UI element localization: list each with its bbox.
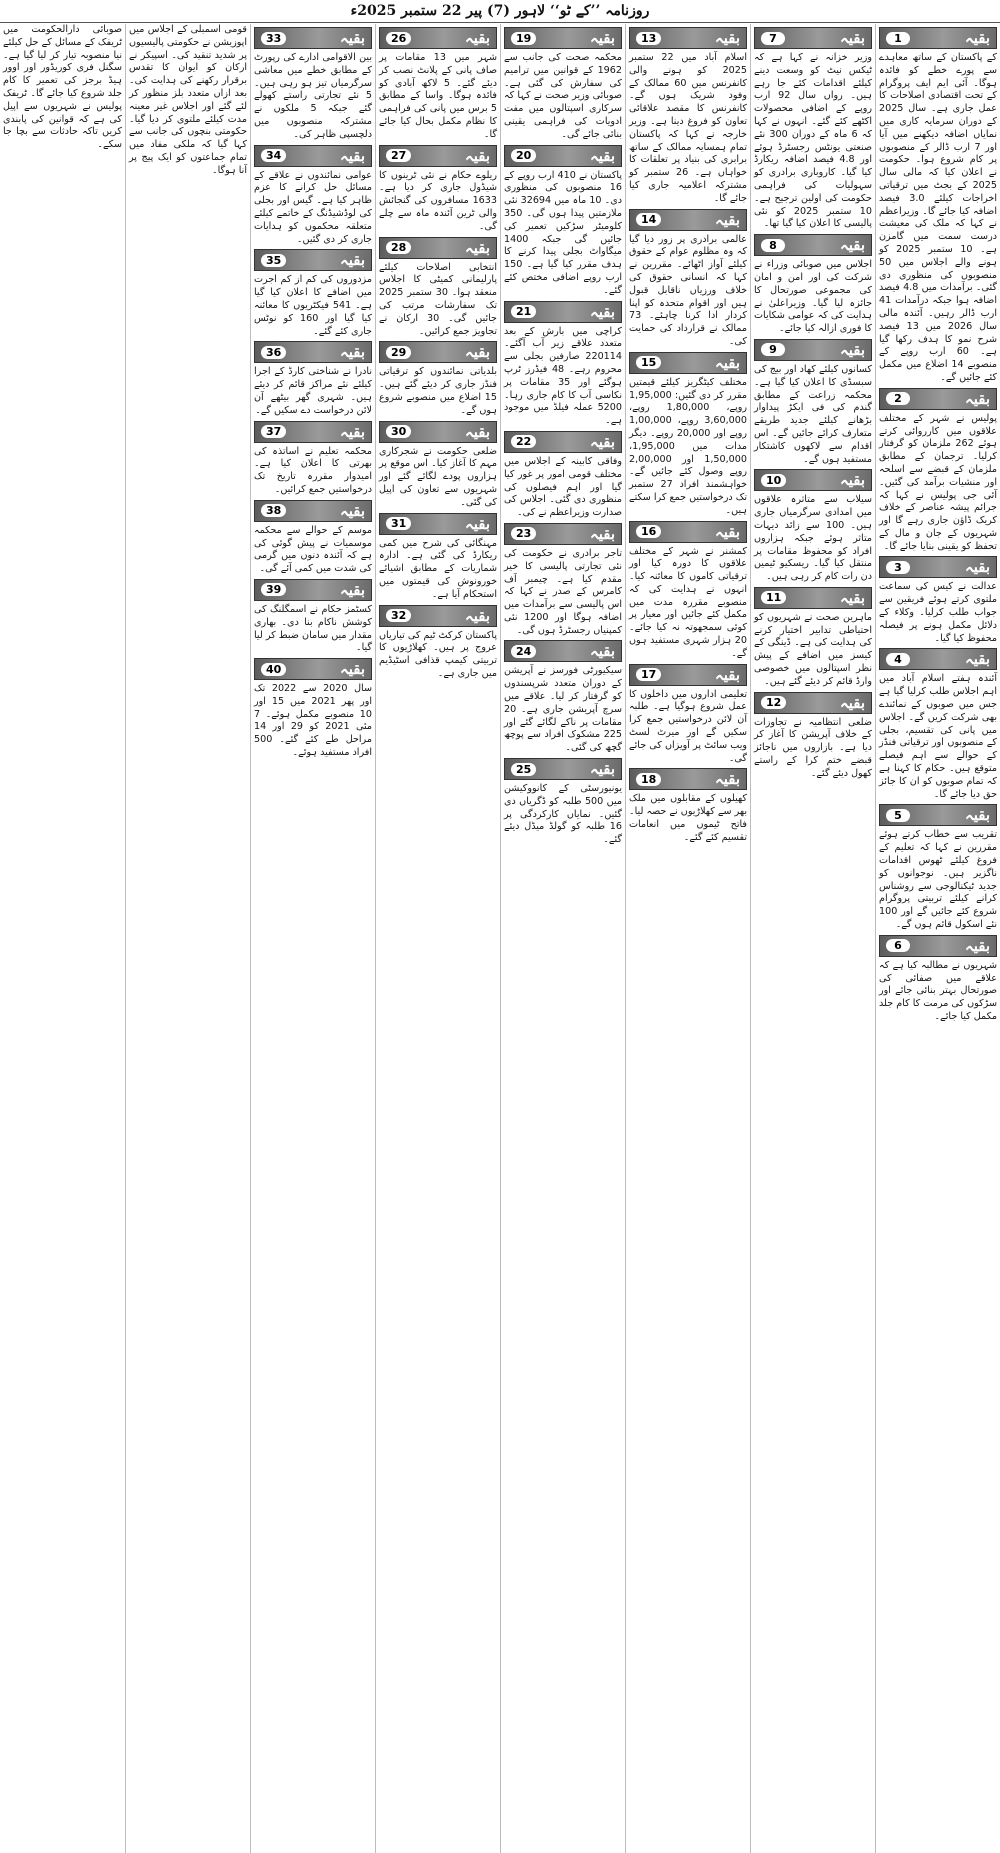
continuation-number: 11	[761, 591, 786, 604]
continuation-number: 15	[636, 356, 661, 369]
continuation-label: بقیہ	[589, 432, 615, 451]
continuation-story	[879, 27, 997, 385]
story-text: محکمہ تعلیم نے اساتذہ کی بھرتی کا اعلان کیا ہے۔ امیدوار مقررہ تاریخ تک درخواستیں جمع کرائیں۔	[254, 445, 372, 495]
continuation-label: بقیہ	[464, 514, 490, 533]
continuation-story	[754, 587, 872, 689]
continuation-story	[504, 301, 622, 428]
continuation-banner	[254, 249, 372, 271]
story-text: کسٹمز حکام نے اسمگلنگ کی کوشش ناکام بنا دی۔ بھاری مقدار میں سامان ضبط کر لیا گیا۔	[254, 603, 372, 654]
column-6	[250, 24, 375, 1853]
continuation-label: بقیہ	[714, 29, 740, 47]
continuation-label: بقیہ	[714, 770, 740, 789]
continuation-banner	[629, 664, 747, 686]
continuation-story	[379, 341, 497, 417]
continuation-number: 13	[636, 32, 661, 45]
continuation-number: 12	[761, 696, 786, 709]
continuation-label: بقیہ	[589, 524, 615, 543]
story-text: مختلف کیٹگریز کیلئے قیمتیں مقرر کر دی گئیں: 1,95,000 روپے، 1,80,000 روپے، 3,60,000 روپے، 1,00,000 روپے اور 20,000 روپے۔ دیگر مدات میں 1,95,000، 1,50,000 اور 2,00,000 روپے وصول کئے جائیں گے۔ خواہشمند افراد 27 ستمبر تک درخواستیں جمع کرا سکتے ہیں۔	[628, 376, 748, 516]
continuation-number: 8	[761, 239, 785, 252]
continuation-story	[754, 469, 872, 584]
continuation-banner	[254, 145, 372, 167]
continuation-number: 14	[636, 213, 661, 226]
continuation-banner	[754, 339, 872, 361]
continuation-number: 28	[386, 241, 411, 254]
story-text: نادرا نے شناختی کارڈ کے اجرا کیلئے نئے مراکز قائم کر دیئے ہیں۔ شہری گھر بیٹھے آن لائن درخواست دے سکیں گے۔	[254, 366, 372, 416]
continuation-number: 25	[511, 763, 536, 776]
story-text: کھیلوں کے مقابلوں میں ملک بھر سے کھلاڑیوں نے حصہ لیا۔ فاتح ٹیموں میں انعامات تقسیم کئے گئے۔	[629, 793, 747, 843]
continuation-story	[629, 521, 747, 661]
story-text: محکمہ صحت کی جانب سے 1962 کے قوانین میں ترامیم کی سفارش کی گئی ہے۔ صوبائی وزیر صحت نے کہا کہ سرکاری اسپتالوں میں مفت ادویات کی فراہمی یقینی بنائی جائے گی۔	[504, 52, 622, 140]
continuation-label: بقیہ	[964, 650, 990, 669]
continuation-label: بقیہ	[839, 236, 865, 255]
continuation-label: بقیہ	[589, 302, 615, 321]
continuation-number: 21	[511, 305, 536, 318]
continuation-number: 30	[386, 425, 411, 438]
continuation-banner	[629, 209, 747, 231]
continuation-banner	[879, 556, 997, 578]
continuation-banner	[379, 513, 497, 535]
continuation-number: 20	[511, 149, 536, 162]
continuation-label: بقیہ	[839, 471, 865, 490]
continuation-label: بقیہ	[464, 343, 490, 362]
continuation-story	[254, 27, 372, 142]
continuation-label: بقیہ	[714, 522, 740, 541]
story-text: موسم کے حوالے سے محکمہ موسمیات نے پیش گوئی کی ہے کہ آئندہ دنوں میں گرمی کی شدت میں کمی آئے گی۔	[254, 524, 372, 575]
continuation-number: 1	[886, 32, 910, 45]
story-text: کراچی میں بارش کے بعد متعدد علاقے زیر آب آگئے۔ 220114 صارفین بجلی سے محروم رہے۔ 48 فیڈرز ٹرپ ہوگئے اور 35 مقامات پر نکاسی آب کا کام جاری رہا۔ 5200 عملہ فیلڈ میں موجود ہے۔	[504, 325, 622, 427]
continuation-number: 38	[261, 504, 286, 517]
story-text: تقریب سے خطاب کرتے ہوئے مقررین نے کہا کہ تعلیم کے فروغ کیلئے ٹھوس اقدامات ناگزیر ہیں۔ نوجوانوں کو جدید ٹیکنالوجی سے روشناس کرانے کیلئے تربیتی پروگرام شروع کئے جائیں گے اور 100 نئے اسکول قائم ہوں گے۔	[879, 829, 997, 931]
continuation-banner	[879, 648, 997, 670]
continuation-label: بقیہ	[339, 422, 365, 441]
continuation-banner	[254, 579, 372, 601]
continuation-number: 39	[261, 583, 286, 596]
continuation-label: بقیہ	[464, 29, 490, 47]
continuation-story	[754, 339, 872, 466]
continuation-banner	[379, 341, 497, 363]
continuation-label: بقیہ	[464, 422, 490, 441]
story-text: عدالت نے کیس کی سماعت ملتوی کرتے ہوئے فریقین سے جواب طلب کرلیا۔ وکلاء کے دلائل مکمل ہونے پر فیصلہ محفوظ کیا گیا۔	[879, 581, 997, 644]
continuation-number: 17	[636, 668, 661, 681]
continuation-story	[879, 556, 997, 645]
continuation-banner	[254, 658, 372, 680]
continuation-number: 3	[886, 561, 910, 574]
continuation-banner	[879, 27, 997, 49]
continuation-banner	[254, 421, 372, 443]
story-text: ریلوے حکام نے نئی ٹرینوں کا شیڈول جاری کر دیا ہے۔ 1633 مسافروں کی گنجائش والی ٹرین آئندہ ماہ سے چلے گی۔	[379, 169, 497, 232]
continuation-number: 10	[761, 474, 786, 487]
continuation-banner	[504, 27, 622, 49]
continuation-story	[879, 648, 997, 801]
continuation-banner	[754, 469, 872, 491]
continuation-number: 35	[261, 254, 286, 267]
story-text: مزدوروں کی کم از کم اجرت میں اضافے کا اعلان کیا گیا ہے۔ 541 فیکٹریوں کا معائنہ کیا گیا اور 160 کو نوٹس جاری کئے گئے۔	[254, 274, 373, 337]
continuation-number: 4	[886, 653, 910, 666]
continuation-story	[379, 27, 497, 142]
continuation-story	[754, 27, 872, 231]
continuation-number: 32	[386, 609, 411, 622]
continuation-story	[254, 658, 372, 760]
continuation-number: 37	[261, 425, 286, 438]
continuation-label: بقیہ	[339, 29, 365, 47]
continuation-number: 9	[761, 343, 785, 356]
continuation-label: بقیہ	[964, 389, 990, 408]
continuation-number: 5	[886, 809, 910, 822]
story-text: اسلام آباد میں 22 ستمبر 2025 کو ہونے والی کانفرنس میں 60 ممالک کے وفود شریک ہوں گے۔ کانفرنس کا مقصد علاقائی تعاون کو فروغ دینا ہے۔ وزیر خارجہ نے کہا کہ پاکستان تمام ہمسایہ ممالک کے ساتھ برابری کی بنیاد پر تعلقات کا خواہاں ہے۔ 26 ستمبر کو مشترکہ اعلامیہ جاری کیا جائے گا۔	[629, 52, 747, 204]
continuation-story	[504, 523, 622, 638]
story-text: ضلعی انتظامیہ نے تجاوزات کے خلاف آپریشن کا آغاز کر دیا ہے۔ بازاروں میں ناجائز قبضے ختم کرا کے راستے کھول دیئے گئے۔	[754, 716, 872, 779]
continuation-story	[254, 145, 372, 247]
column-7	[125, 24, 250, 1853]
column-8	[0, 24, 125, 1853]
continuation-banner	[629, 352, 747, 374]
continuation-number: 31	[386, 517, 411, 530]
continuation-story	[254, 500, 372, 576]
continuation-number: 22	[511, 435, 536, 448]
continuation-banner	[504, 523, 622, 545]
continuation-label: بقیہ	[339, 251, 365, 270]
masthead	[0, 0, 1000, 23]
continuation-banner	[629, 27, 747, 49]
continuation-label: بقیہ	[589, 29, 615, 47]
continuation-number: 36	[261, 346, 286, 359]
story-text: پاکستان کرکٹ ٹیم کی تیاریاں عروج پر ہیں۔ کھلاڑیوں کا تربیتی کیمپ قذافی اسٹیڈیم میں جاری ہے۔	[379, 629, 497, 679]
continuation-banner	[504, 301, 622, 323]
continuation-label: بقیہ	[589, 642, 615, 661]
story-text: وفاقی کابینہ کے اجلاس میں مختلف قومی امور پر غور کیا گیا اور اہم فیصلوں کی منظوری دی گئی۔ اجلاس کی صدارت وزیراعظم نے کی۔	[504, 455, 622, 519]
continuation-number: 2	[886, 392, 910, 405]
column-5	[375, 24, 500, 1853]
continuation-label: بقیہ	[589, 146, 615, 165]
continuation-story	[379, 145, 497, 234]
story-text: قومی اسمبلی کے اجلاس میں اپوزیشن نے حکومتی پالیسیوں پر شدید تنقید کی۔ اسپیکر نے ارکان کو ایوان کا تقدس برقرار رکھنے کی ہدایت کی۔ بعد ازاں متعدد بلز منظور کر لئے گئے اور اجلاس غیر معینہ مدت کیلئے ملتوی کر دیا گیا۔ حکومتی بنچوں کی جانب سے کہا گیا کہ ملکی مفاد میں تمام جماعتوں کو ایک پیج پر آنا ہوگا۔	[129, 24, 247, 176]
continuation-label: بقیہ	[339, 580, 365, 599]
continuation-banner	[254, 500, 372, 522]
story-text: بین الاقوامی ادارے کی رپورٹ کے مطابق خطے میں معاشی سرگرمیاں تیز ہو رہی ہیں۔ 5 نئے تجارتی راستے کھولے گئے جبکہ 5 ملکوں نے مشترکہ منصوبوں میں دلچسپی ظاہر کی۔	[254, 52, 372, 140]
continuation-banner	[504, 431, 622, 453]
story-text: مہنگائی کی شرح میں کمی ریکارڈ کی گئی ہے۔ ادارہ شماریات کے مطابق اشیائے خورونوش کی قیمتوں میں استحکام آیا ہے۔	[379, 537, 497, 600]
continuation-label: بقیہ	[589, 760, 615, 779]
continuation-banner	[379, 237, 497, 259]
continuation-banner	[754, 27, 872, 49]
continuation-label: بقیہ	[714, 210, 740, 229]
continuation-label: بقیہ	[464, 606, 490, 625]
continuation-story	[379, 513, 497, 602]
continuation-story	[379, 605, 497, 681]
continuation-number: 6	[886, 939, 910, 952]
continuation-story	[504, 145, 622, 298]
continuation-label: بقیہ	[464, 146, 490, 165]
continuation-banner	[379, 27, 497, 49]
continuation-banner	[379, 145, 497, 167]
story-text: وزیر خزانہ نے کہا ہے کہ ٹیکس نیٹ کو وسعت دینے کیلئے اقدامات کئے جا رہے ہیں۔ رواں سال 92 ارب روپے کے اضافی محصولات اکٹھے کئے گئے۔ انہوں نے کہا کہ 6 ماہ کے دوران 300 نئے صنعتی یونٹس رجسٹرڈ ہوئے اور 4.8 فیصد اضافہ ریکارڈ کیا گیا۔ کاروباری برادری کو سہولیات کی فراہمی حکومت کی اولین ترجیح ہے۔ 10 ستمبر 2025 کو نئی پالیسی کا اعلان کیا گیا تھا۔	[754, 52, 873, 230]
continuation-story	[754, 692, 872, 781]
continuation-number: 33	[261, 32, 286, 45]
continuation-number: 19	[511, 32, 536, 45]
continuation-story	[629, 664, 747, 766]
story-text: سیلاب سے متاثرہ علاقوں میں امدادی سرگرمیاں جاری ہیں۔ 100 سے زائد دیہات متاثر ہوئے جبکہ ہزاروں افراد کو محفوظ مقامات پر منتقل کیا گیا۔ ریسکیو ٹیمیں دن رات کام کر رہی ہیں۔	[754, 494, 872, 583]
continuation-number: 40	[261, 663, 286, 676]
story-text: پاکستان نے 410 ارب روپے کے 16 منصوبوں کی منظوری دی۔ 10 ماہ میں 32694 نئی ملازمتیں پیدا ہوں گی۔ 350 کلومیٹر سڑکیں تعمیر کی جائیں گی جبکہ 1400 میگاواٹ بجلی پیدا کرنے کا ہدف مقرر کیا گیا ہے۔ 150 ارب روپے اضافی مختص کئے گئے۔	[504, 169, 622, 296]
continuation-story	[254, 341, 372, 417]
continuation-number: 26	[386, 32, 411, 45]
continuation-label: بقیہ	[714, 665, 740, 684]
story-text: کے پاکستان کے ساتھ معاہدے سے پورے خطے کو فائدہ ہوگا۔ آئی ایم ایف پروگرام کے تحت اقتصادی اصلاحات کا عمل جاری ہے۔ سال 2025 کے دوران سرمایہ کاری میں نمایاں اضافہ دیکھنے میں آیا اور 7 ارب ڈالر کے منصوبوں پر کام شروع ہوا۔ حکومت نے اعلان کیا کہ مالی سال 2025 کے بجٹ میں ترقیاتی اخراجات کیلئے 3.0 فیصد اضافہ کیا جائے گا۔ وزیراعظم نے کہا کہ ملک کی معیشت درست سمت میں گامزن ہے۔ 10 ستمبر 2025 کو ہونے والے اجلاس میں 50 منصوبوں کی منظوری دی گئی۔ برآمدات میں 4.8 فیصد اضافہ ہوا جبکہ درآمدات 41 ارب ڈالر رہیں۔ آئندہ مالی سال 2026 میں 13 فیصد شرح نمو کا ہدف رکھا گیا ہے۔ 60 ارب روپے کے منصوبے 14 اضلاع میں مکمل کئے جائیں گے۔	[879, 52, 998, 383]
story-text: سال 2020 سے 2022 تک اور پھر 2021 میں 15 اور 10 منصوبے مکمل ہوئے۔ 7 مئی 2021 کو 29 اور 14 مراحل طے کئے گئے۔ 500 افراد مستفید ہوئے۔	[254, 683, 373, 759]
story-text: صوبائی دارالحکومت میں ٹریفک کے مسائل کے حل کیلئے نیا منصوبہ تیار کر لیا گیا ہے۔ سگنل فری کوریڈور اور اوور ہیڈ برجز کی تعمیر کا کام جلد شروع کیا جائے گا۔ ٹریفک پولیس نے شہریوں سے اپیل کی ہے کہ قوانین کی پابندی کریں تاکہ حادثات سے بچا جا سکے۔	[3, 24, 122, 151]
continuation-story	[504, 758, 622, 847]
story-text: اجلاس میں صوبائی وزراء نے شرکت کی اور امن و امان کی مجموعی صورتحال کا جائزہ لیا گیا۔ وزیراعلیٰ نے ہدایت کی کہ عوامی شکایات کا فوری ازالہ کیا جائے۔	[754, 259, 872, 335]
continuation-label: بقیہ	[839, 340, 865, 359]
continuation-story	[629, 768, 747, 844]
continuation-banner	[504, 758, 622, 780]
continuation-number: 24	[511, 645, 536, 658]
continuation-label: بقیہ	[339, 343, 365, 362]
continuation-story	[3, 24, 122, 152]
continuation-story	[504, 27, 622, 142]
continuation-banner	[879, 935, 997, 957]
continuation-label: بقیہ	[839, 588, 865, 607]
story-text: پولیس نے شہر کے مختلف علاقوں میں کارروائی کرتے ہوئے 262 ملزمان کو گرفتار کرلیا۔ ترجمان کے مطابق ملزمان کے قبضے سے اسلحہ اور منشیات برآمد کی گئیں۔ آئی جی پولیس نے کہا کہ جرائم پیشہ عناصر کے خلاف کریک ڈاؤن جاری رہے گا اور شہریوں کے جان و مال کے تحفظ کو یقینی بنایا جائے گا۔	[879, 412, 997, 552]
continuation-banner	[254, 341, 372, 363]
story-text: تعلیمی اداروں میں داخلوں کا عمل شروع ہوگیا ہے۔ طلبہ آن لائن درخواستیں جمع کرا سکیں گے اور میرٹ لسٹ ویب سائٹ پر آویزاں کی جائے گی۔	[629, 688, 747, 764]
continuation-banner	[379, 605, 497, 627]
continuation-story	[629, 209, 747, 349]
story-text: انتخابی اصلاحات کیلئے پارلیمانی کمیٹی کا اجلاس منعقد ہوا۔ 30 ستمبر 2025 تک سفارشات مرتب کی جائیں گی۔ 30 ارکان نے تجاویز جمع کرائیں۔	[379, 261, 497, 337]
continuation-label: بقیہ	[464, 238, 490, 257]
story-text: عالمی برادری پر زور دیا گیا کہ وہ مظلوم عوام کے حقوق کیلئے آواز اٹھائے۔ مقررین نے کہا کہ انسانی حقوق کی خلاف ورزیاں ناقابل قبول ہیں اور اقوام متحدہ کو اپنا کردار ادا کرنا چاہئے۔ 73 ممالک نے قرارداد کی حمایت کی۔	[629, 233, 747, 347]
continuation-banner	[879, 804, 997, 826]
columns-container	[0, 24, 1000, 1853]
continuation-banner	[504, 640, 622, 662]
continuation-number: 34	[261, 149, 286, 162]
continuation-label: بقیہ	[714, 353, 740, 372]
continuation-banner	[629, 768, 747, 790]
continuation-story	[254, 421, 372, 497]
column-3	[625, 24, 750, 1853]
story-text: کسانوں کیلئے کھاد اور بیج کی سبسڈی کا اعلان کیا گیا ہے۔ محکمہ زراعت کے مطابق گندم کی فی ایکڑ پیداوار بڑھانے کیلئے جدید طریقے متعارف کرائے جائیں گے۔ اس اقدام سے لاکھوں کاشتکار مستفید ہوں گے۔	[754, 363, 872, 465]
story-text: شہر میں 13 مقامات پر صاف پانی کے پلانٹ نصب کر دیئے گئے۔ 5 لاکھ آبادی کو فائدہ ہوگا۔ واسا کے مطابق 5 برس میں پانی کی فراہمی کا نظام مکمل بحال کیا جائے گا۔	[379, 52, 497, 140]
column-4	[500, 24, 625, 1853]
continuation-banner	[629, 521, 747, 543]
continuation-label: بقیہ	[964, 558, 990, 577]
continuation-label: بقیہ	[339, 501, 365, 520]
continuation-story	[254, 579, 372, 655]
continuation-story	[629, 27, 747, 206]
continuation-story	[754, 234, 872, 336]
continuation-story	[129, 24, 247, 178]
story-text: شہریوں نے مطالبہ کیا ہے کہ علاقے میں صفائی کی صورتحال بہتر بنائی جائے اور سڑکوں کی مرمت کا کام جلد مکمل کیا جائے۔	[879, 959, 997, 1022]
continuation-label: بقیہ	[339, 146, 365, 165]
story-text: کمشنر نے شہر کے مختلف علاقوں کا دورہ کیا اور ترقیاتی کاموں کا معائنہ کیا۔ انہوں نے ہدایت کی کہ منصوبے مقررہ مدت میں مکمل کئے جائیں اور معیار پر کوئی سمجھوتہ نہ کیا جائے۔ 20 ہزار شہری مستفید ہوں گے۔	[629, 545, 747, 659]
continuation-number: 23	[511, 527, 536, 540]
continuation-banner	[879, 388, 997, 410]
continuation-banner	[379, 421, 497, 443]
continuation-label: بقیہ	[839, 29, 865, 47]
continuation-story	[879, 388, 997, 554]
story-text: یونیورسٹی کے کانووکیشن میں 500 طلبہ کو ڈگریاں دی گئیں۔ نمایاں کارکردگی پر 16 طلبہ کو گولڈ میڈل دیئے گئے۔	[504, 783, 622, 846]
continuation-story	[504, 640, 622, 755]
story-text: ماہرین صحت نے شہریوں کو احتیاطی تدابیر اختیار کرنے کی ہدایت کی ہے۔ ڈینگی کے کیسز میں اضافے کے پیش نظر اسپتالوں میں خصوصی وارڈ قائم کر دیئے گئے ہیں۔	[754, 611, 872, 687]
continuation-label: بقیہ	[964, 29, 990, 47]
story-text: آئندہ ہفتے اسلام آباد میں اہم اجلاس طلب کرلیا گیا ہے جس میں صوبوں کے نمائندے بھی شرکت کریں گے۔ اجلاس میں پانی کی تقسیم، بجلی کے منصوبوں اور ترقیاتی فنڈز کے حوالے سے اہم فیصلے متوقع ہیں۔ حکام کا کہنا ہے کہ تمام صوبوں کو ان کا جائز حق دیا جائے گا۔	[879, 673, 997, 800]
continuation-label: بقیہ	[964, 936, 990, 955]
continuation-label: بقیہ	[839, 693, 865, 712]
story-text: تاجر برادری نے حکومت کی نئی تجارتی پالیسی کا خیر مقدم کیا ہے۔ چیمبر آف کامرس کے صدر نے کہا کہ اس پالیسی سے برآمدات میں اضافہ ہوگا اور 1200 نئی کمپنیاں رجسٹرڈ ہوں گی۔	[504, 547, 622, 636]
continuation-banner	[254, 27, 372, 49]
page-title: روزنامہ ’’کے ٹو‘‘ لاہور (7) پیر 22 ستمبر 2025ء	[350, 3, 650, 19]
continuation-story	[254, 249, 372, 338]
continuation-number: 16	[636, 525, 661, 538]
story-text: بلدیاتی نمائندوں کو ترقیاتی فنڈز جاری کر دیئے گئے ہیں۔ 15 اضلاع میں منصوبے شروع ہوں گے۔	[379, 366, 497, 416]
continuation-story	[629, 352, 747, 518]
continuation-banner	[504, 145, 622, 167]
continuation-story	[379, 237, 497, 339]
continuation-story	[379, 421, 497, 510]
continuation-story	[504, 431, 622, 520]
story-text: عوامی نمائندوں نے علاقے کے مسائل حل کرانے کا عزم ظاہر کیا ہے۔ گیس اور بجلی کی لوڈشیڈنگ کے خاتمے کیلئے متعلقہ محکموں کو ہدایات جاری کر دی گئیں۔	[254, 169, 372, 245]
column-2	[750, 24, 875, 1853]
continuation-number: 18	[636, 773, 661, 786]
continuation-label: بقیہ	[964, 806, 990, 825]
continuation-number: 7	[761, 32, 785, 45]
continuation-banner	[754, 234, 872, 256]
continuation-story	[879, 935, 997, 1024]
continuation-number: 29	[386, 346, 411, 359]
column-1	[875, 24, 1000, 1853]
story-text: سیکیورٹی فورسز نے آپریشن کے دوران متعدد شرپسندوں کو گرفتار کر لیا۔ علاقے میں سرچ آپریشن جاری ہے۔ 20 مقامات پر ناکے لگائے گئے اور 225 مشکوک افراد سے پوچھ گچھ کی گئی۔	[504, 665, 622, 754]
continuation-banner	[754, 692, 872, 714]
continuation-number: 27	[386, 149, 411, 162]
continuation-story	[879, 804, 997, 931]
continuation-label: بقیہ	[339, 660, 365, 679]
continuation-banner	[754, 587, 872, 609]
story-text: ضلعی حکومت نے شجرکاری مہم کا آغاز کیا۔ اس موقع پر ہزاروں پودے لگائے گئے اور شہریوں سے تعاون کی اپیل کی گئی۔	[379, 445, 497, 508]
